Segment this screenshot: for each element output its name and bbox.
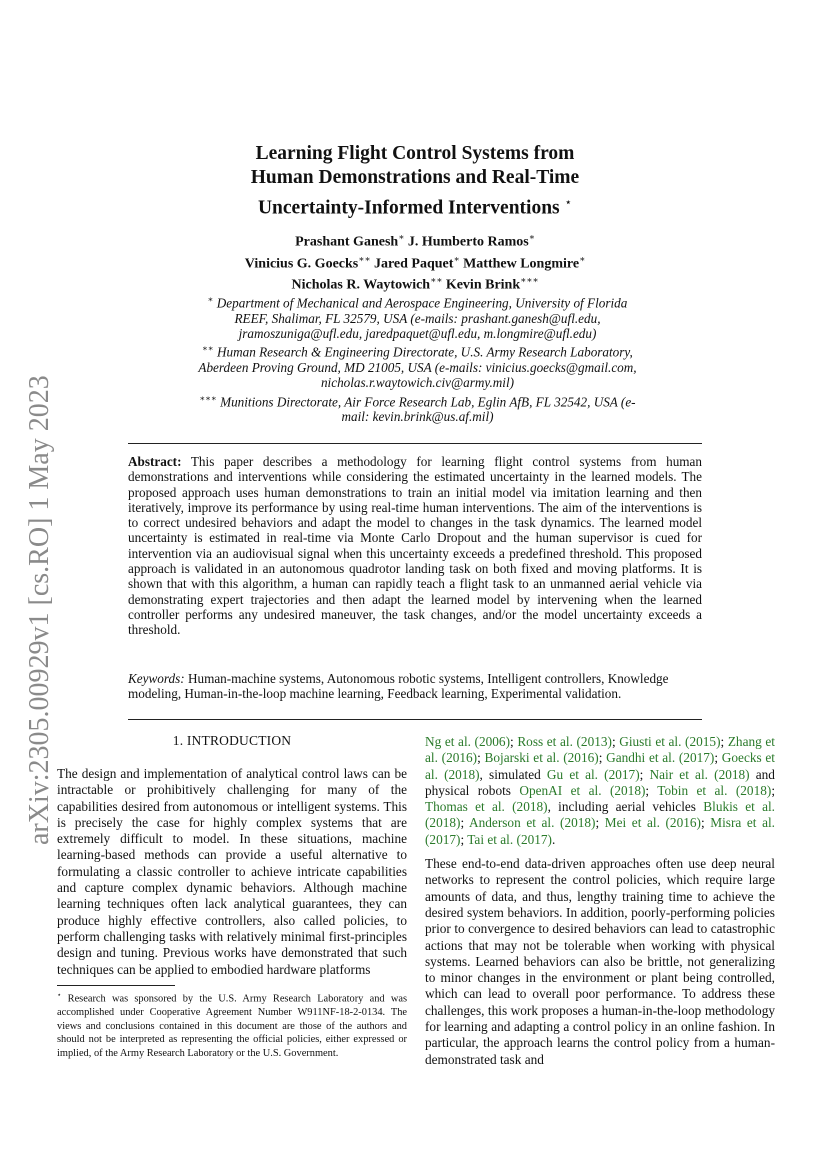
separator: ; [460, 815, 470, 831]
abstract [128, 454, 702, 638]
citation-link[interactable]: Nair et al. (2018) [649, 766, 750, 782]
text-fragment: . [551, 831, 556, 847]
author-name: Jared Paquet [373, 256, 454, 272]
separator: ; [477, 750, 485, 766]
title-line-2: Human Demonstrations and Real-Time [250, 167, 580, 188]
citation-link[interactable]: Tobin et al. (2018) [657, 782, 772, 798]
keywords-label: Keywords: [128, 671, 185, 686]
separator: ; [460, 831, 468, 847]
arxiv-side-stamp: arXiv:2305.00929v1 [cs.RO] 1 May 2023 [24, 375, 55, 845]
abstract-bottom-rule [128, 719, 702, 720]
affiliation-text: Human Research & Engineering Directorate, U.S. Army Research Laboratory, Aberdeen Proving Ground, MD 21005, USA (e-mails: vinicius.goecks@gmail.com, nicholas.r.waytowich.civ@army.mil) [198, 344, 637, 391]
separator: ; [595, 815, 605, 831]
right-column [425, 734, 775, 1068]
footnote [57, 989, 407, 1060]
author-list [120, 229, 710, 294]
abstract-text: This paper describes a methodology for learning flight control systems from human demonstrations and interventions while considering the estimated uncertainty in the learned models. The proposed approach uses human demonstrations to train an initial model via imitation learning and then iteratively, improve its performance by using real-time human interventions. The aim of the interventions is to correct undesired behaviors and adapt the model to changes in the task dynamics. The learned model uncertainty is estimated in real-time via Monte Carlo Dropout and the human supervisor is cued for intervention via an audiovisual signal when this uncertainty exceeds a predefined threshold. This proposed approach is validated in an autonomous quadrotor landing task on both fixed and moving platforms. It is shown that with this algorithm, a human can rapidly teach a flight task to an unmanned aerial vehicle via demonstrating expert trajectories and then adapt the learned model by intervening when the learned controller performs any undesired maneuver, the task changes, and/or the model uncertainty exceeds a threshold. [128, 454, 702, 638]
separator: ; [598, 750, 607, 766]
text-fragment: and physical robots [425, 766, 775, 798]
author-mark: ∗∗ [430, 275, 443, 286]
citation-link[interactable]: Ng et al. (2006) [425, 734, 511, 749]
intro-paragraph: The design and implementation of analytical control laws can be intractable or prohibitively challenging for many of the capabilities desired from autonomous or intelligent systems. This is precisely the case for highly complex systems that are extremely difficult to model. In these situations, machine learning-based methods can provide a useful alternative to formulating a classic controller to achieve intricate capabilities and capture complex dynamic behaviors. Although machine learning techniques often lack analytical guarantees, they can produce highly effective controllers, also called policies, to perform challenging tasks with relatively minimal first-principles design and tuning. Previous works have demonstrated that such techniques can be applied to embodied hardware platforms [57, 766, 407, 977]
separator: ; [639, 766, 650, 782]
separator: ; [611, 734, 620, 749]
author-name: Vinicius G. Goecks [244, 256, 359, 272]
body-paragraph: These end-to-end data-driven approaches often use deep neural networks to represent the control policies, which require large amounts of data, and thus, lengthy training time to achieve the desired system behaviors. In addition, poorly-performing policies prior to convergence to desired behaviors can lead to catastrophic actions that may not be tolerable when working with physical systems. Learned behaviors can also be brittle, not generalizing to minor changes in the environment or plant being controlled, which can lead to overall poor performance. To address these challenges, this work proposes a human-in-the-loop methodology for learning and adapting a control policy in an online fashion. In particular, the approach learns the control policy from a human-demonstrated task and [425, 856, 775, 1067]
author-mark: ∗ [528, 232, 535, 242]
paper-title [120, 142, 710, 221]
section-heading: 1. INTRODUCTION [172, 733, 292, 748]
citation-link[interactable]: Mei et al. (2016) [604, 815, 701, 831]
text-fragment: , including aerial vehicles [547, 799, 704, 815]
affiliation-text: Department of Mechanical and Aerospace Engineering, University of Florida REEF, Shalimar, FL 32579, USA (e-mails: prashant.ganesh@ufl.edu, jramoszuniga@ufl.edu, jaredpaquet@ufl.edu, m.longmire@ufl.edu) [216, 295, 628, 341]
keywords [128, 671, 702, 702]
author-name: Kevin Brink [445, 277, 521, 293]
citation-link[interactable]: Blukis et al. (2018) [425, 799, 776, 831]
citation-link[interactable]: Tai et al. (2017) [467, 831, 552, 847]
title-footnote-mark: ⋆ [564, 195, 573, 209]
citation-link[interactable]: Goecks et al. (2018) [425, 750, 775, 782]
author-name: Matthew Longmire [463, 256, 580, 272]
keywords-text: Human-machine systems, Autonomous robotic systems, Intelligent controllers, Knowledge modeling, Human-in-the-loop machine learning, Feedback learning, Experimental validation. [128, 671, 669, 702]
separator: ; [720, 734, 728, 749]
author-mark: ∗∗∗ [520, 275, 539, 286]
footnote-rule [57, 985, 175, 986]
citation-link[interactable]: Gu et al. (2017) [546, 766, 640, 782]
separator: ; [510, 734, 518, 749]
citation-link[interactable]: OpenAI et al. (2018) [519, 782, 646, 798]
separator: ; [771, 782, 776, 798]
affiliations [190, 292, 645, 425]
separator: ; [645, 782, 658, 798]
author-mark: ∗ [579, 253, 586, 264]
affiliation-mark: ∗∗∗ [199, 392, 217, 403]
citation-link[interactable]: Misra et al. (2017) [425, 815, 775, 847]
author-mark: ∗ [398, 232, 405, 242]
footnote-text: Research was sponsored by the U.S. Army Research Laboratory and was accomplished under Cooperative Agreement Number W911NF-18-2-0134. The views and conclusions contained in this document are those of the authors and should not be interpreted as representing the official policies, either expressed or implied, of the Army Research Laboratory or the U.S. Government. [57, 993, 407, 1059]
author-name: Prashant Ganesh [295, 234, 399, 250]
affiliation-2 [190, 341, 645, 390]
left-column [57, 766, 407, 978]
citation-paragraph [425, 734, 775, 848]
abstract-top-rule [128, 443, 702, 444]
text-fragment: , simulated [479, 766, 547, 782]
footnote-mark: ⋆ [57, 991, 62, 999]
citation-link[interactable]: Thomas et al. (2018) [425, 799, 548, 815]
affiliation-3 [190, 391, 645, 425]
author-mark: ∗∗ [358, 253, 371, 264]
affiliation-mark: ∗ [207, 294, 214, 304]
citation-link[interactable]: Gandhi et al. (2017) [606, 750, 715, 766]
title-line-3: Uncertainty-Informed Interventions [257, 197, 560, 219]
author-name: J. Humberto Ramos [407, 234, 529, 250]
affiliation-text: Munitions Directorate, Air Force Research Lab, Eglin AfB, FL 32542, USA (e-mail: kevin.brink@us.af.mil) [220, 393, 636, 425]
citation-link[interactable]: Giusti et al. (2015) [619, 734, 721, 749]
affiliation-1 [190, 292, 645, 341]
separator: ; [714, 750, 722, 766]
abstract-label: Abstract: [128, 454, 182, 469]
separator: ; [700, 815, 711, 831]
citation-link[interactable]: Zhang et al. (2016) [425, 734, 775, 766]
author-name: Nicholas R. Waytowich [291, 277, 431, 293]
affiliation-mark: ∗∗ [202, 343, 214, 354]
author-mark: ∗ [453, 253, 460, 264]
citation-link[interactable]: Ross et al. (2013) [517, 734, 612, 749]
citation-link[interactable]: Anderson et al. (2018) [469, 815, 596, 831]
citation-link[interactable]: Bojarski et al. (2016) [484, 750, 599, 766]
title-line-1: Learning Flight Control Systems from [255, 143, 575, 164]
